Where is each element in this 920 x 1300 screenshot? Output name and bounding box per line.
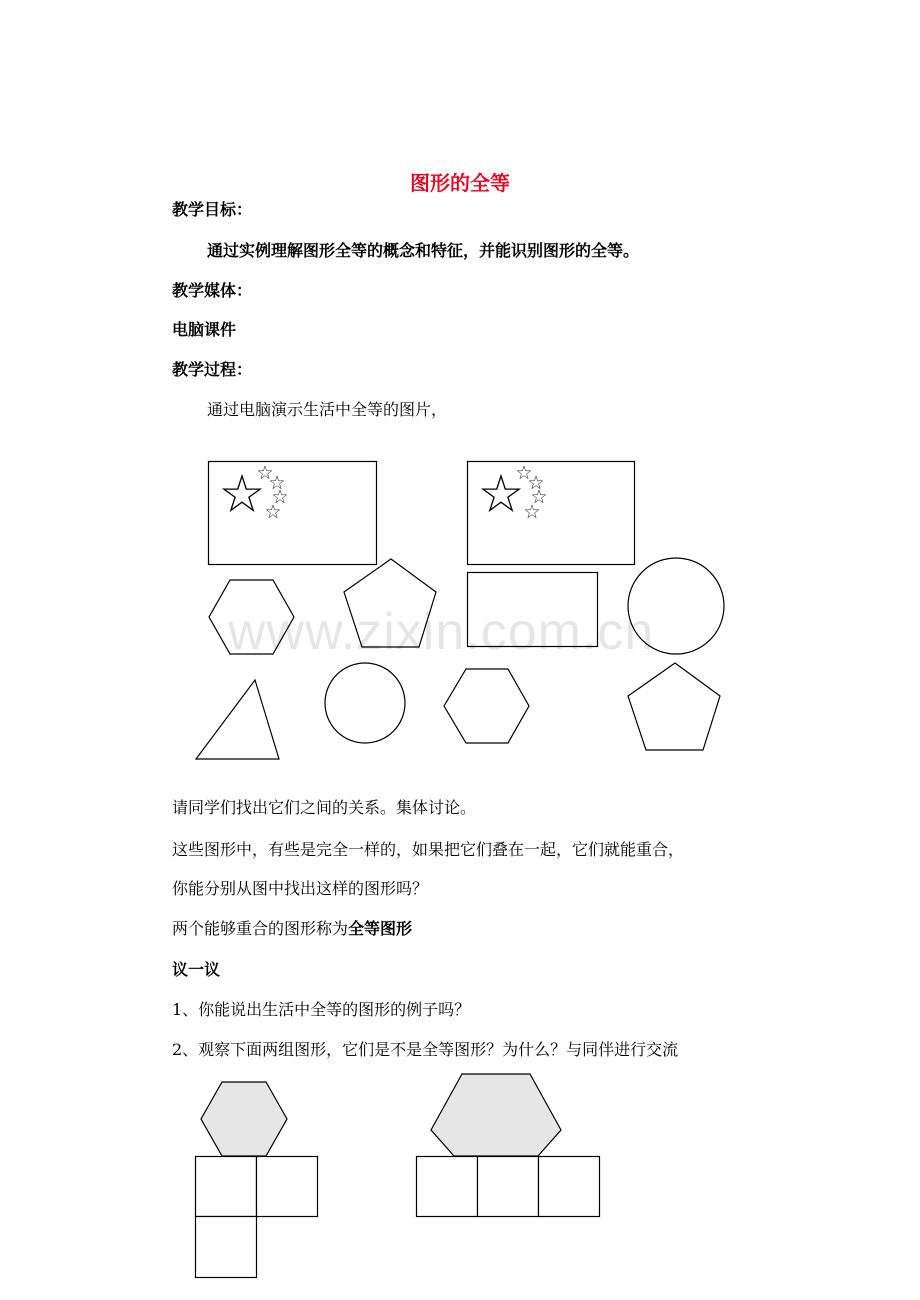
paragraph-discussion: 请同学们找出它们之间的关系。集体讨论。 <box>172 798 477 817</box>
hexagon-face <box>431 1074 561 1156</box>
question-1: 1、你能说出生活中全等的图形的例子吗？ <box>172 1000 471 1019</box>
square-face <box>417 1157 478 1217</box>
square-face <box>539 1157 600 1217</box>
square-face <box>196 1217 257 1278</box>
square-face <box>257 1157 318 1217</box>
flag-right <box>468 462 635 565</box>
goal-text: 通过实例理解图形全等的概念和特征，并能识别图形的全等。 <box>207 241 640 260</box>
process-intro: 通过电脑演示生活中全等的图片， <box>207 400 448 419</box>
paragraph-definition <box>172 919 412 939</box>
definition-prefix: 两个能够重合的图形称为 <box>172 919 349 938</box>
definition-term: 全等图形 <box>348 919 413 938</box>
watermark: www.zixin.com.cn <box>228 603 655 661</box>
document-title: 图形的全等 <box>410 171 510 195</box>
media-text: 电脑课件 <box>172 320 237 339</box>
paragraph-question: 你能分别从图中找出这样的图形吗？ <box>172 879 429 898</box>
square-face <box>478 1157 539 1217</box>
paragraph-explanation: 这些图形中，有些是完全一样的，如果把它们叠在一起，它们就能重合， <box>172 840 685 859</box>
question-2: 2、观察下面两组图形，它们是不是全等图形？为什么？与同伴进行交流 <box>172 1040 679 1059</box>
discuss-heading: 议一议 <box>172 960 221 979</box>
circle-shape <box>325 663 405 743</box>
media-heading: 教学媒体： <box>172 281 253 300</box>
triangle-shape <box>196 680 279 759</box>
net-left <box>196 1082 318 1278</box>
pentagon-shape <box>628 663 720 750</box>
flag-left <box>209 462 377 565</box>
goal-heading: 教学目标： <box>172 200 253 219</box>
hexagon-shape <box>444 669 529 743</box>
hexagon-face <box>201 1082 287 1156</box>
net-right <box>417 1074 600 1217</box>
square-face <box>196 1157 257 1217</box>
process-heading: 教学过程： <box>172 360 253 379</box>
